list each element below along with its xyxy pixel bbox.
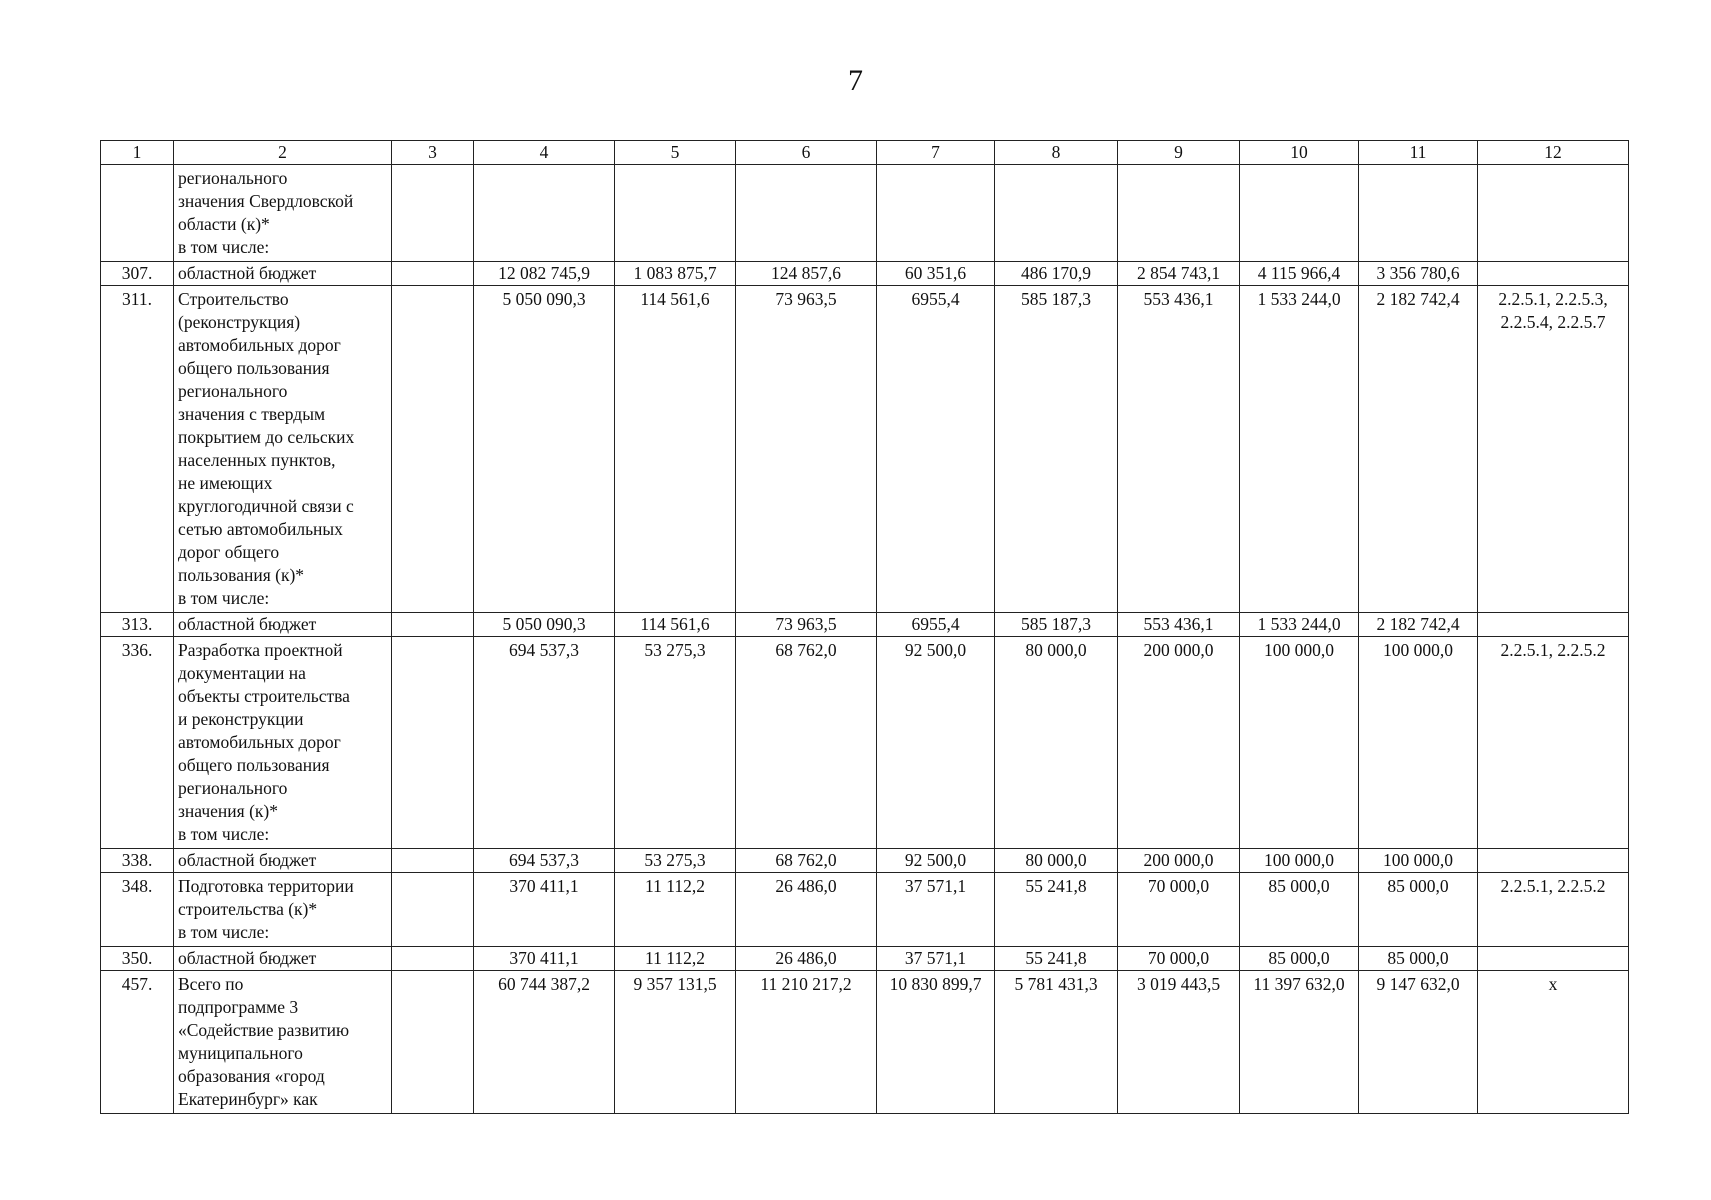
amount-cell: 5 050 090,3 [474, 613, 615, 637]
amount-cell: 553 436,1 [1118, 286, 1240, 613]
amount-cell: 11 397 632,0 [1240, 971, 1359, 1114]
amount-cell: 200 000,0 [1118, 637, 1240, 849]
target-index-cell [1478, 849, 1629, 873]
amount-cell: 53 275,3 [615, 637, 736, 849]
amount-cell: 9 357 131,5 [615, 971, 736, 1114]
column-header: 2 [174, 141, 392, 165]
table-header [101, 141, 1629, 165]
amount-cell: 26 486,0 [736, 873, 877, 947]
amount-cell: 3 019 443,5 [1118, 971, 1240, 1114]
amount-cell: 5 050 090,3 [474, 286, 615, 613]
column-header: 1 [101, 141, 174, 165]
target-index-cell [1478, 613, 1629, 637]
source-cell [392, 873, 474, 947]
budget-subrow [101, 613, 1629, 637]
amount-cell: 4 115 966,4 [1240, 262, 1359, 286]
source-cell [392, 262, 474, 286]
amount-cell: 6955,4 [877, 286, 995, 613]
amount-cell [1359, 165, 1478, 262]
amount-cell: 92 500,0 [877, 637, 995, 849]
source-cell [392, 286, 474, 613]
amount-cell: 100 000,0 [1359, 637, 1478, 849]
item-name-cell: Всего по подпрограмме 3 «Содействие развитию муниципального образования «город Екатеринбург» как [174, 971, 392, 1114]
target-index-cell [1478, 262, 1629, 286]
column-header: 5 [615, 141, 736, 165]
amount-cell: 694 537,3 [474, 849, 615, 873]
item-name-cell: областной бюджет [174, 613, 392, 637]
amount-cell: 6955,4 [877, 613, 995, 637]
amount-cell: 100 000,0 [1240, 637, 1359, 849]
row-number-cell: 457. [101, 971, 174, 1114]
amount-cell: 585 187,3 [995, 613, 1118, 637]
amount-cell: 1 533 244,0 [1240, 613, 1359, 637]
column-header: 6 [736, 141, 877, 165]
amount-cell: 92 500,0 [877, 849, 995, 873]
table-row [101, 873, 1629, 947]
amount-cell: 70 000,0 [1118, 873, 1240, 947]
target-index-cell: x [1478, 971, 1629, 1114]
budget-table [100, 140, 1629, 1114]
row-number-cell: 311. [101, 286, 174, 613]
row-number-cell: 338. [101, 849, 174, 873]
amount-cell: 2 182 742,4 [1359, 613, 1478, 637]
item-name-cell: областной бюджет [174, 262, 392, 286]
amount-cell: 60 351,6 [877, 262, 995, 286]
target-index-cell: 2.2.5.1, 2.2.5.3, 2.2.5.4, 2.2.5.7 [1478, 286, 1629, 613]
amount-cell: 585 187,3 [995, 286, 1118, 613]
row-number-cell [101, 165, 174, 262]
amount-cell: 9 147 632,0 [1359, 971, 1478, 1114]
column-header: 9 [1118, 141, 1240, 165]
column-header: 11 [1359, 141, 1478, 165]
source-cell [392, 637, 474, 849]
column-header: 7 [877, 141, 995, 165]
column-header: 12 [1478, 141, 1629, 165]
page-number: 7 [848, 64, 863, 97]
amount-cell: 73 963,5 [736, 286, 877, 613]
table-row [101, 637, 1629, 849]
table-body [101, 165, 1629, 1114]
amount-cell: 60 744 387,2 [474, 971, 615, 1114]
amount-cell: 3 356 780,6 [1359, 262, 1478, 286]
source-cell [392, 165, 474, 262]
amount-cell: 11 112,2 [615, 947, 736, 971]
amount-cell: 2 854 743,1 [1118, 262, 1240, 286]
row-number-cell: 350. [101, 947, 174, 971]
amount-cell: 694 537,3 [474, 637, 615, 849]
amount-cell: 370 411,1 [474, 947, 615, 971]
amount-cell: 85 000,0 [1240, 947, 1359, 971]
amount-cell: 55 241,8 [995, 947, 1118, 971]
continuation-row [101, 165, 1629, 262]
amount-cell: 26 486,0 [736, 947, 877, 971]
item-name-cell: Подготовка территории строительства (к)* в том числе: [174, 873, 392, 947]
amount-cell: 85 000,0 [1359, 873, 1478, 947]
budget-subrow [101, 947, 1629, 971]
amount-cell: 73 963,5 [736, 613, 877, 637]
table-row [101, 286, 1629, 613]
amount-cell: 11 210 217,2 [736, 971, 877, 1114]
row-number-cell: 336. [101, 637, 174, 849]
amount-cell [474, 165, 615, 262]
amount-cell: 37 571,1 [877, 947, 995, 971]
amount-cell: 11 112,2 [615, 873, 736, 947]
amount-cell: 100 000,0 [1359, 849, 1478, 873]
column-header: 3 [392, 141, 474, 165]
amount-cell: 2 182 742,4 [1359, 286, 1478, 613]
source-cell [392, 971, 474, 1114]
amount-cell [615, 165, 736, 262]
amount-cell: 85 000,0 [1240, 873, 1359, 947]
item-name-cell: областной бюджет [174, 849, 392, 873]
row-number-cell: 307. [101, 262, 174, 286]
source-cell [392, 613, 474, 637]
amount-cell: 53 275,3 [615, 849, 736, 873]
amount-cell: 70 000,0 [1118, 947, 1240, 971]
amount-cell: 200 000,0 [1118, 849, 1240, 873]
item-name-cell: Строительство (реконструкция) автомобильных дорог общего пользования регионального значения с твердым покрытием до сельских населенных пунктов, не имеющих круглогодичной связи с сетью автомобильных дорог общего пользования (к)* в том числе: [174, 286, 392, 613]
amount-cell: 1 533 244,0 [1240, 286, 1359, 613]
amount-cell: 10 830 899,7 [877, 971, 995, 1114]
budget-subrow [101, 849, 1629, 873]
row-number-cell: 313. [101, 613, 174, 637]
table-row [101, 971, 1629, 1114]
amount-cell: 55 241,8 [995, 873, 1118, 947]
budget-subrow [101, 262, 1629, 286]
target-index-cell [1478, 947, 1629, 971]
amount-cell [995, 165, 1118, 262]
target-index-cell: 2.2.5.1, 2.2.5.2 [1478, 637, 1629, 849]
amount-cell [1118, 165, 1240, 262]
amount-cell [877, 165, 995, 262]
amount-cell: 124 857,6 [736, 262, 877, 286]
amount-cell: 68 762,0 [736, 637, 877, 849]
item-name-cell: регионального значения Свердловской области (к)* в том числе: [174, 165, 392, 262]
source-cell [392, 947, 474, 971]
amount-cell: 370 411,1 [474, 873, 615, 947]
amount-cell: 1 083 875,7 [615, 262, 736, 286]
column-number-row [101, 141, 1629, 165]
amount-cell: 5 781 431,3 [995, 971, 1118, 1114]
target-index-cell [1478, 165, 1629, 262]
target-index-cell: 2.2.5.1, 2.2.5.2 [1478, 873, 1629, 947]
amount-cell: 100 000,0 [1240, 849, 1359, 873]
item-name-cell: Разработка проектной документации на объекты строительства и реконструкции автомобильных дорог общего пользования регионального значения (к)* в том числе: [174, 637, 392, 849]
item-name-cell: областной бюджет [174, 947, 392, 971]
amount-cell: 114 561,6 [615, 286, 736, 613]
amount-cell: 553 436,1 [1118, 613, 1240, 637]
amount-cell [1240, 165, 1359, 262]
amount-cell: 12 082 745,9 [474, 262, 615, 286]
amount-cell: 68 762,0 [736, 849, 877, 873]
column-header: 8 [995, 141, 1118, 165]
amount-cell: 114 561,6 [615, 613, 736, 637]
column-header: 4 [474, 141, 615, 165]
amount-cell: 486 170,9 [995, 262, 1118, 286]
amount-cell: 85 000,0 [1359, 947, 1478, 971]
amount-cell: 80 000,0 [995, 849, 1118, 873]
amount-cell: 37 571,1 [877, 873, 995, 947]
row-number-cell: 348. [101, 873, 174, 947]
amount-cell [736, 165, 877, 262]
source-cell [392, 849, 474, 873]
column-header: 10 [1240, 141, 1359, 165]
amount-cell: 80 000,0 [995, 637, 1118, 849]
